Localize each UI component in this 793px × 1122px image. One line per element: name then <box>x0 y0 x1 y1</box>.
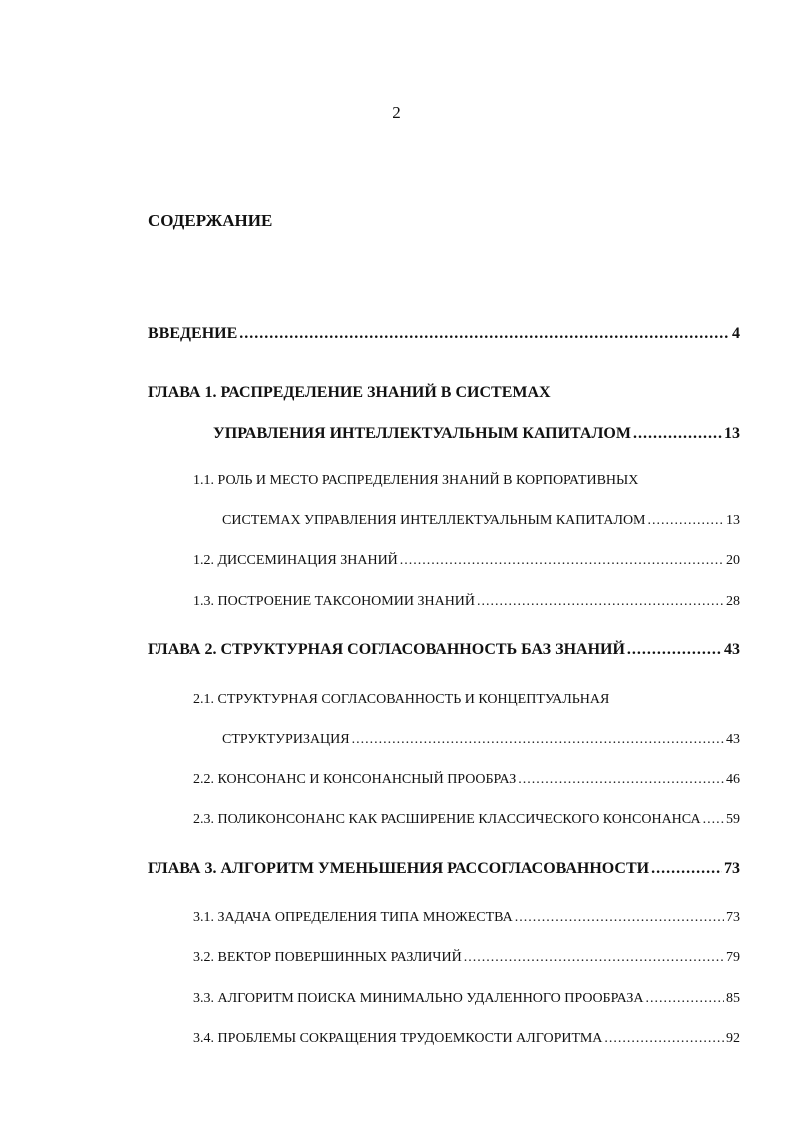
toc-entry-chapter-3 <box>148 859 740 879</box>
leader-dots <box>477 592 724 612</box>
leader-dots <box>651 859 722 879</box>
toc-entry-page: 13 <box>726 513 740 528</box>
toc-entry-text: 1.2. ДИССЕМИНАЦИЯ ЗНАНИЙ <box>193 553 398 568</box>
toc-entry-text: 2.2. КОНСОНАНС И КОНСОНАНСНЫЙ ПРООБРАЗ <box>193 772 517 787</box>
toc-entry-page: 73 <box>724 860 740 877</box>
toc-entry-intro <box>148 324 740 344</box>
toc-entry-page: 28 <box>726 594 740 609</box>
toc-entry-2-1-line1: 2.1. СТРУКТУРНАЯ СОГЛАСОВАННОСТЬ И КОНЦЕПТУАЛЬНАЯ <box>193 692 610 707</box>
leader-dots <box>645 989 724 1009</box>
toc-entry-page: 20 <box>726 553 740 568</box>
leader-dots <box>464 948 724 968</box>
toc-entry-chapter-1 <box>213 424 740 444</box>
toc-entry-page: 85 <box>726 991 740 1006</box>
toc-entry-text: 3.1. ЗАДАЧА ОПРЕДЕЛЕНИЯ ТИПА МНОЖЕСТВА <box>193 910 513 925</box>
toc-entry-page: 43 <box>724 641 740 658</box>
toc-entry-3-3 <box>193 989 740 1009</box>
leader-dots <box>515 908 724 928</box>
leader-dots <box>633 424 722 444</box>
toc-entry-text: 3.3. АЛГОРИТМ ПОИСКА МИНИМАЛЬНО УДАЛЕННОГО ПРООБРАЗА <box>193 991 644 1006</box>
toc-entry-text: 3.4. ПРОБЛЕМЫ СОКРАЩЕНИЯ ТРУДОЕМКОСТИ АЛГОРИТМА <box>193 1031 603 1046</box>
toc-entry-2-3 <box>193 810 740 830</box>
toc-entry-2-1 <box>222 730 740 750</box>
toc-entry-3-1 <box>193 908 740 928</box>
toc-entry-text: 1.3. ПОСТРОЕНИЕ ТАКСОНОМИИ ЗНАНИЙ <box>193 594 476 609</box>
toc-entry-text: ГЛАВА 2. СТРУКТУРНАЯ СОГЛАСОВАННОСТЬ БАЗ ЗНАНИЙ <box>148 641 625 658</box>
toc-entry-page: 46 <box>726 772 740 787</box>
toc-entry-3-2 <box>193 948 740 968</box>
toc-entry-chapter-1-line1: ГЛАВА 1. РАСПРЕДЕЛЕНИЕ ЗНАНИЙ В СИСТЕМАХ <box>148 384 551 401</box>
leader-dots <box>518 770 724 790</box>
leader-dots <box>648 511 724 531</box>
toc-entry-1-1-line1: 1.1. РОЛЬ И МЕСТО РАСПРЕДЕЛЕНИЯ ЗНАНИЙ В КОРПОРАТИВНЫХ <box>193 473 639 488</box>
leader-dots <box>352 730 724 750</box>
toc-entry-text: 3.2. ВЕКТОР ПОВЕРШИННЫХ РАЗЛИЧИЙ <box>193 950 462 965</box>
leader-dots <box>239 324 730 344</box>
toc-entry-1-1 <box>222 511 740 531</box>
leader-dots <box>627 640 722 660</box>
toc-entry-page: 92 <box>726 1031 740 1046</box>
toc-entry-3-4 <box>193 1029 740 1049</box>
page-number: 2 <box>392 103 401 122</box>
toc-entry-page: 73 <box>726 910 740 925</box>
toc-entry-text: 2.3. ПОЛИКОНСОНАНС КАК РАСШИРЕНИЕ КЛАССИЧЕСКОГО КОНСОНАНСА <box>193 812 701 827</box>
toc-entry-text: ВВЕДЕНИЕ <box>148 325 238 342</box>
toc-entry-1-2 <box>193 551 740 571</box>
toc-entry-page: 79 <box>726 950 740 965</box>
toc-entry-1-3 <box>193 592 740 612</box>
toc-entry-text: УПРАВЛЕНИЯ ИНТЕЛЛЕКТУАЛЬНЫМ КАПИТАЛОМ <box>213 425 631 442</box>
leader-dots <box>703 810 724 830</box>
toc-title: СОДЕРЖАНИЕ <box>148 211 273 230</box>
toc-entry-text: ГЛАВА 3. АЛГОРИТМ УМЕНЬШЕНИЯ РАССОГЛАСОВАННОСТИ <box>148 860 650 877</box>
toc-entry-text: СТРУКТУРИЗАЦИЯ <box>222 732 350 747</box>
leader-dots <box>604 1029 724 1049</box>
toc-entry-page: 43 <box>726 732 740 747</box>
leader-dots <box>400 551 724 571</box>
toc-entry-text: СИСТЕМАХ УПРАВЛЕНИЯ ИНТЕЛЛЕКТУАЛЬНЫМ КАПИТАЛОМ <box>222 513 646 528</box>
toc-entry-2-2 <box>193 770 740 790</box>
toc-entry-page: 4 <box>732 325 740 342</box>
toc-entry-chapter-2 <box>148 640 740 660</box>
toc-entry-page: 13 <box>724 425 740 442</box>
toc-entry-page: 59 <box>726 812 740 827</box>
